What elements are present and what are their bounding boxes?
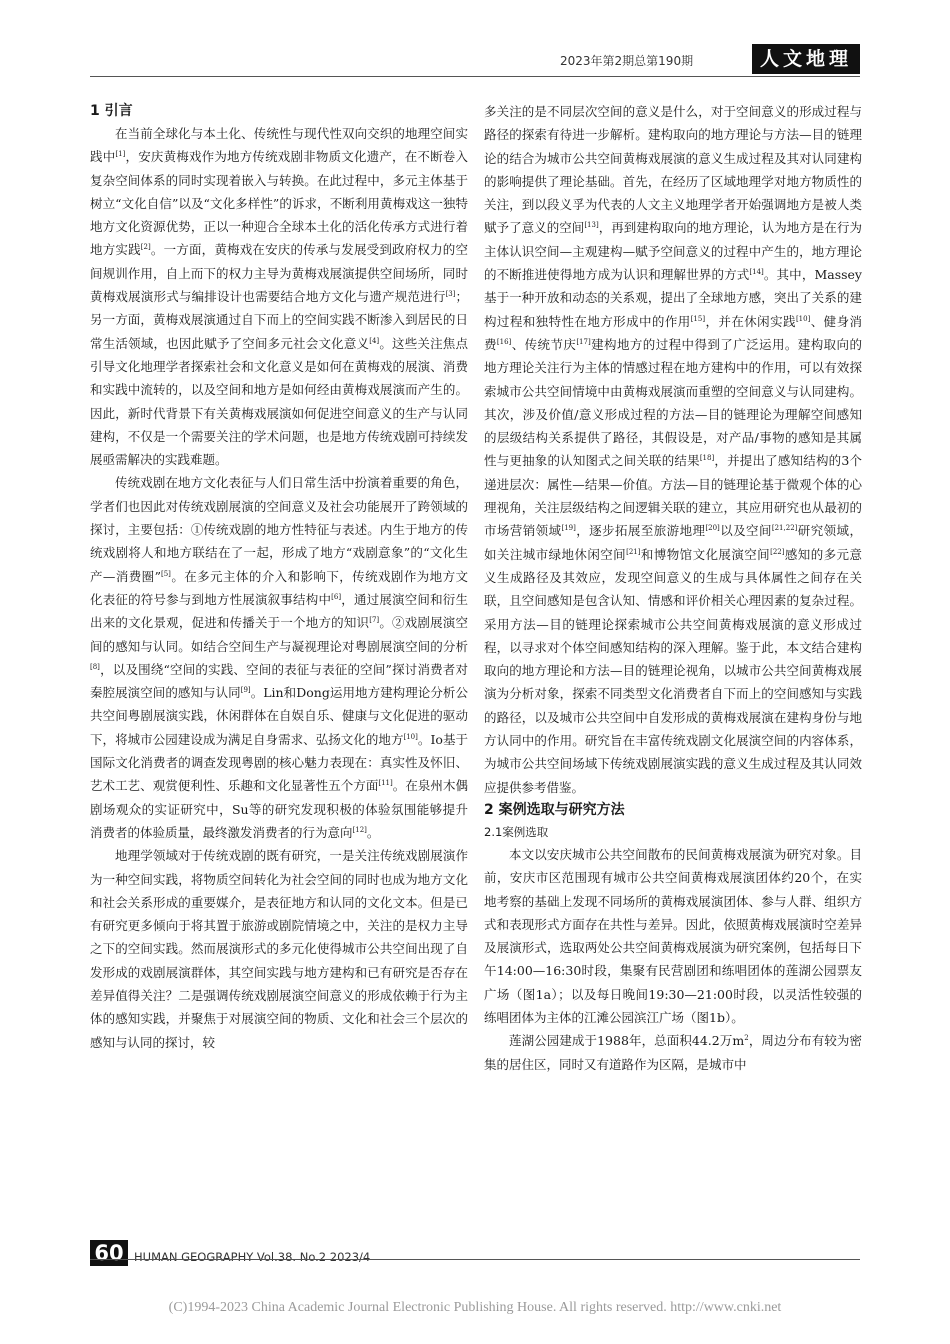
body-paragraph [484, 843, 862, 1029]
paragraph-text: 。Io基于国际文化消费者的调查发现粤剧的核心魅力表现在：真实性及怀旧、艺术工艺、观赏便利性、乐趣和文化显著性五个方面 [90, 731, 468, 794]
citation-ref: [3] [445, 289, 456, 298]
paragraph-text: 本文以安庆城市公共空间散布的民间黄梅戏展演为研究对象。目前，安庆市区范围现有城市公共空间黄梅戏展演团体约20个，在实地考察的基础上发现不同场所的黄梅戏展演团体、参与人群、组织方式和表现形式方面存在共性与差异。因此，依照黄梅戏展演时空差异及展演形式，选取两处公共空间黄梅戏展演为研究案例，包括每日下午14:00—16:30时段，集聚有民营剧团和练唱团体的莲湖公园票友广场（图1a）；以及每日晚间19:30—21:00时段，以灵活性较强的练唱团体为主体的江滩公园滨江广场（图1b）。 [484, 846, 862, 1025]
citation-ref: [5] [160, 569, 171, 578]
citation-ref: [15] [690, 314, 706, 323]
citation-ref: [13] [584, 221, 599, 230]
citation-ref: [22] [770, 547, 785, 556]
citation-ref: [16] [496, 337, 512, 346]
right-bottom-paragraphs [484, 843, 862, 1076]
paragraph-text: 。Lin和Dong运用地方建构理论分析公共空间粤剧展演实践，休闲群体在自娱自乐、健康与文化促进的驱动下，将城市公园建设成为满足自身需求、弘扬文化的地方 [90, 685, 468, 747]
citation-ref: [19] [561, 524, 576, 533]
citation-ref: [10] [795, 314, 811, 323]
citation-ref: [10] [403, 732, 418, 741]
paragraph-text: 。在泉州木偶剧场观众的实证研究中，Su等的研究发现积极的体验氛围能够提升消费者的体验质量，最终激发消费者的行为意向 [90, 778, 468, 840]
citation-ref: [2] [140, 243, 151, 252]
right-column [484, 100, 862, 1076]
citation-ref: [14] [749, 267, 764, 276]
paragraph-text: 。其中，Massey基于一种开放和动态的关系观，提出了全球地方感，突出了关系的建构过程和独特性在地方形成中的作用 [484, 267, 862, 329]
citation-ref: [4] [369, 336, 380, 345]
citation-ref: [20] [705, 524, 720, 533]
citation-ref: [11] [378, 779, 393, 788]
paragraph-text: 在当前全球化与本土化、传统性与现代性双向交织的地理空间实践中 [90, 126, 468, 165]
citation-ref: [12] [352, 825, 367, 834]
copyright-notice: (C)1994-2023 China Academic Journal Electronic Publishing House. All rights reserved. http://www.cnki.net [168, 1300, 782, 1315]
citation-ref: [1] [115, 150, 126, 159]
journal-issue-info: 2023年第2期总第190期 [560, 54, 694, 68]
paragraph-text: 。这些关注焦点引导文化地理学者探索社会和文化意义是如何在黄梅戏的展演、消费和实践中流转的，以及空间和地方是如何经由黄梅戏展演而产生的。因此，新时代背景下有关黄梅戏展演如何促进空间意义的生产与认同建构，不仅是一个需要关注的学术问题，也是地方传统戏剧可持续发展亟需解决的实践难题。 [90, 335, 468, 468]
body-paragraph [90, 122, 468, 471]
citation-ref: [17] [576, 337, 591, 346]
subsection-2-1-heading: 2.1案例选取 [484, 824, 549, 839]
paragraph-text: ，以及围绕“空间的实践、空间的表征与表征的空间”探讨消费者对秦腔展演空间的感知与认同 [90, 661, 468, 701]
body-paragraph [484, 1029, 862, 1076]
section-1-heading: 1 引言 [90, 103, 133, 119]
paragraph-text: 、传统节庆 [511, 336, 577, 352]
left-paragraphs [90, 122, 468, 1054]
paragraph-text: ，再到建构取向的地方理论，认为地方是在行为主体认识空间—主观建构—赋予空间意义的过程中产生的，地方理论的不断推进使得地方成为认识和理解世界的方式 [484, 220, 862, 283]
footer-journal-info: HUMAN GEOGRAPHY Vol.38. No.2 2023/4 [134, 1250, 371, 1264]
citation-ref: [21] [626, 547, 641, 556]
paragraph-text: 地理学领域对于传统戏剧的既有研究，一是关注传统戏剧展演作为一种空间实践，将物质空间转化为社会空间的同时也成为地方文化和社会关系形成的重要媒介，是表征地方和认同的文化文本。但是已有研究更多倾向于将其置于旅游或剧院情境之中，关注的是权力主导之下的空间实践。然而展演形式的多元化使得城市公共空间出现了自发形成的戏剧展演群体，其空间实践与地方建构和已有研究是否存在差异值得关注？二是强调传统戏剧展演空间意义的形成依赖于行为主体的感知实践，并聚焦于对展演空间的物质、文化和社会三个层次的感知与认同的探讨，较 [90, 848, 468, 1050]
section-2-heading: 2 案例选取与研究方法 [484, 801, 625, 818]
paragraph-text: 研究领域，如关注城市绿地休闲空间 [484, 523, 862, 562]
left-column [90, 100, 468, 1054]
citation-ref: [18] [699, 454, 715, 463]
paragraph-text: 感知的多元意义生成路径及其效应，发现空间意义的生成与具体属性之间存在关联，且空间感知是包含认知、情感和评价相关心理因素的复杂过程。采用方法—目的链理论探索城市公共空间黄梅戏展演的意义形成过程，以寻求对个体空间感知结构的深入理解。鉴于此，本文结合建构取向的地方理论和方法—目的链理论视角，以城市公共空间黄梅戏展演为分析对象，探索不同类型文化消费者自下而上的空间感知与实践的路径，以及城市公共空间中自发形成的黄梅戏展演在建构身份与地方认同中的作用。研究旨在丰富传统戏剧文化展演空间的内容体系，为城市公共空间场域下传统戏剧展演实践的意义生成过程及其认同效应提供参考借鉴。 [484, 546, 862, 795]
right-top-paragraphs [484, 100, 862, 799]
paragraph-text: ，并在休闲实践 [705, 313, 796, 329]
citation-ref: [6] [331, 592, 342, 601]
paragraph-text: ，周边分布有较为密集的居住区，同时又有道路作为区隔，是城市中 [484, 1033, 862, 1072]
paragraph-text: ，逐步拓展至旅游地理 [575, 523, 706, 539]
paragraph-text: 以及空间 [719, 523, 772, 539]
paragraph-text: 莲湖公园建成于1988年，总面积44.2万m [509, 1033, 745, 1049]
paragraph-text: ；另一方面，黄梅戏展演通过自下而上的空间实践不断渗入到居民的日常生活领域，也因此赋予了空间多元社会文化意义 [90, 289, 468, 351]
paragraph-text: 多关注的是不同层次空间的意义是什么，对于空间意义的形成过程与路径的探索有待进一步解析。建构取向的地方理论与方法—目的链理论的结合为城市公共空间黄梅戏展演的意义生成过程及其对认同建构的影响提供了理论基础。首先，在经历了区域地理学对地方物质性的关注，到以段义孚为代表的人文主义地理学者开始强调地方是被人类赋予了意义的空间 [484, 104, 862, 236]
paragraph-text: 。一方面，黄梅戏在安庆的传承与发展受到政府权力的空间规训作用，自上而下的权力主导为黄梅戏展演提供空间场所，同时黄梅戏展演形式与编排设计也需要结合地方文化与遗产规范进行 [90, 242, 468, 305]
paragraph-text: 。②戏剧展演空间的感知与认同。如结合空间生产与凝视理论对粤剧展演空间的分析 [90, 615, 468, 654]
page-number: 60 [90, 1240, 128, 1266]
citation-ref: [21,22] [771, 524, 798, 533]
paragraph-text: ，安庆黄梅戏作为地方传统戏剧非物质文化遗产，在不断卷入复杂空间体系的同时实现着嵌入与转换。在此过程中，多元主体基于树立“文化自信”以及“文化多样性”的诉求，不断利用黄梅戏这一独特地方文化资源优势，正以一种迎合全球本土化的活化传承方式进行着地方实践 [90, 149, 468, 258]
citation-ref: [7] [369, 616, 380, 625]
body-paragraph [90, 844, 468, 1054]
paragraph-text: 。在多元主体的介入和影响下，传统戏剧作为地方文化表征的符号参与到地方性展演叙事结构中 [90, 568, 468, 607]
paragraph-text: 。 [366, 824, 380, 840]
paragraph-text: ，并提出了感知结构的3个递进层次：属性—结果—价值。方法—目的链理论基于微观个体的心理视角，关注层级结构之间逻辑关联的建立，其应用研究也从最初的市场营销领域 [484, 453, 862, 539]
journal-brand-logo: 人文地理 [752, 44, 860, 74]
body-paragraph [484, 100, 862, 799]
body-paragraph [90, 471, 468, 844]
paragraph-text: ，通过展演空间和衍生出来的文化景观，促进和传播关于一个地方的知识 [90, 591, 468, 631]
paragraph-text: 、健身消费 [484, 313, 862, 352]
header-divider [90, 76, 860, 77]
paragraph-text: 建构地方的过程中得到了广泛运用。建构取向的地方理论关注行为主体的情感过程在地方建构中的作用，可以有效探索城市公共空间情境中由黄梅戏展演而重塑的空间意义与认同建构。其次，涉及价值/意义形成过程的方法—目的链理论为理解空间感知的层级结构关系提供了路径，其假设是，对产品/事物的感知是其属性与更抽象的认知图式之间关联的结果 [484, 336, 862, 469]
paragraph-text: 和博物馆文化展演空间 [640, 546, 771, 562]
citation-ref: [9] [240, 685, 251, 694]
citation-ref: [8] [90, 662, 100, 671]
footer-divider [90, 1259, 860, 1260]
paragraph-text: 传统戏剧在地方文化表征与人们日常生活中扮演着重要的角色，学者们也因此对传统戏剧展演的空间意义及社会功能展开了跨领域的探讨，主要包括：①传统戏剧的地方性特征与表述。内生于地方的传统戏剧将人和地方联结在了一起，形成了地方“戏剧意象”的“文化生产—消费圈” [90, 475, 468, 584]
citation-ref: 2 [744, 1034, 749, 1043]
